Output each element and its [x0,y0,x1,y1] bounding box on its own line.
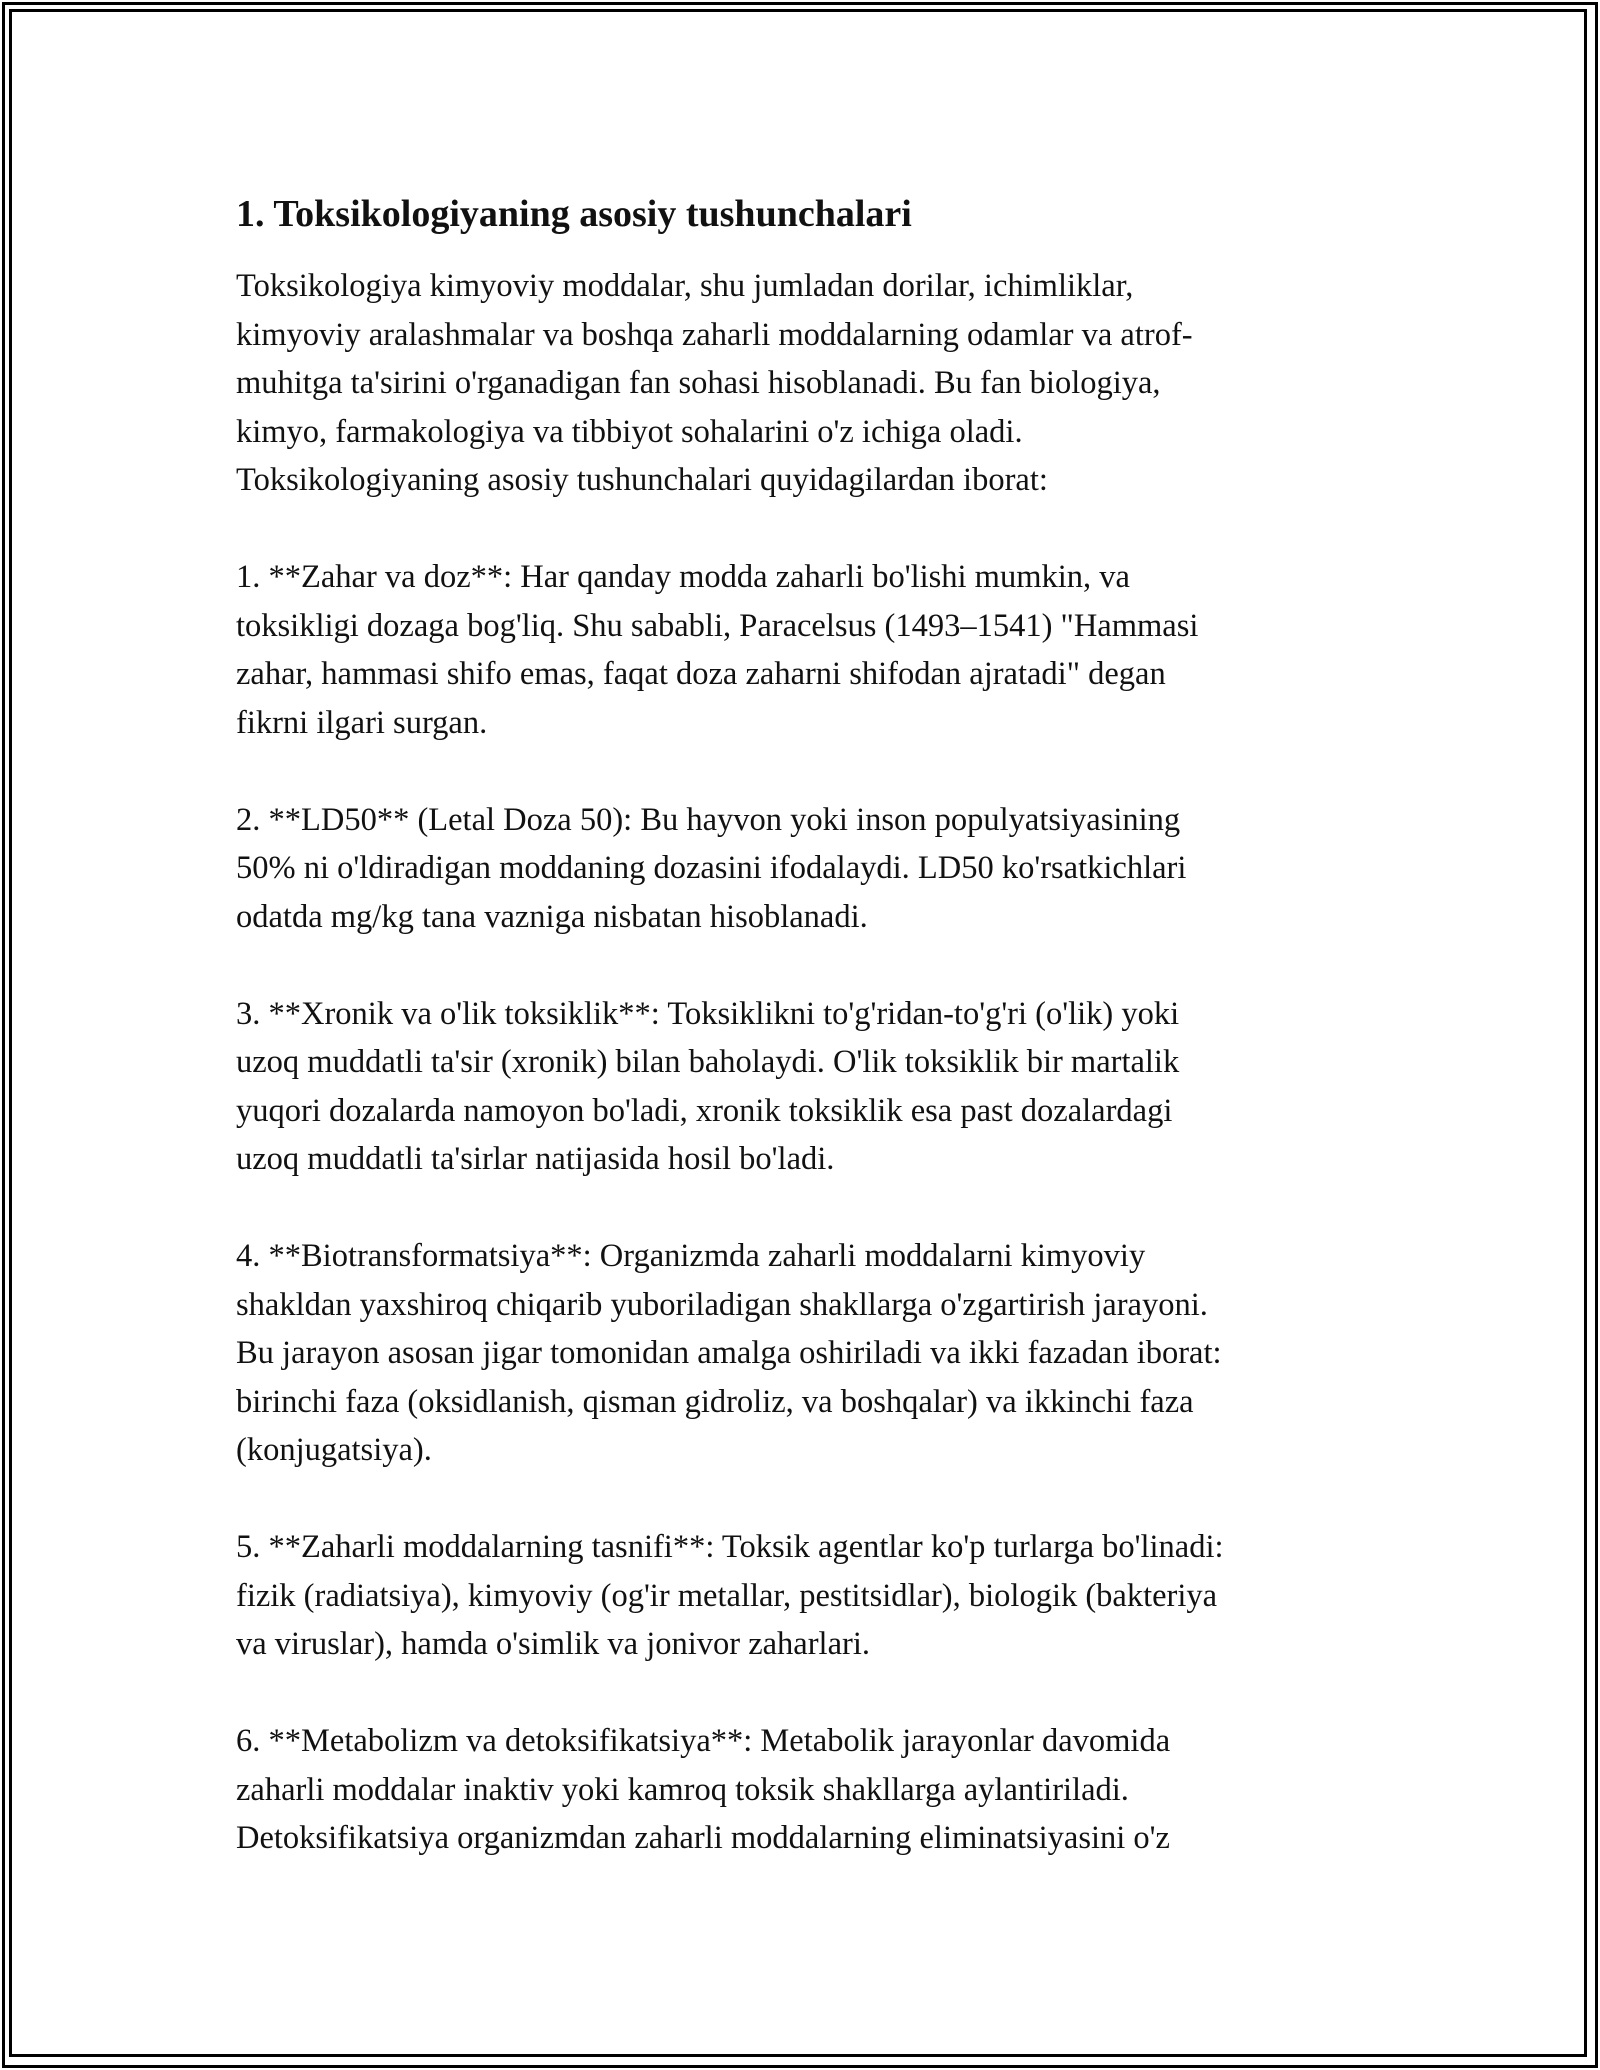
text-line: kimyoviy aralashmalar va boshqa zaharli moddalarning odamlar va atrof- [236,316,1193,353]
list-item-ld50 [236,796,1366,942]
text-line: muhitga ta'sirini o'rganadigan fan sohasi hisoblanadi. Bu fan biologiya, [236,365,1161,401]
text-line: zahar, hammasi shifo emas, faqat doza zaharni shifodan ajratadi" degan [236,656,1166,692]
text-line: toksikligi dozaga bog'liq. Shu sababli, Paracelsus (1493–1541) "Hammasi [236,607,1199,644]
text-line: 5. **Zaharli moddalarning tasnifi**: Toksik agentlar ko'p turlarga bo'linadi: [236,1529,1224,1565]
text-line: (konjugatsiya). [236,1432,432,1468]
text-line: va viruslar), hamda o'simlik va jonivor zaharlari. [236,1626,870,1662]
document-body [236,186,1366,1911]
text-line: 4. **Biotransformatsiya**: Organizmda zaharli moddalarni kimyoviy [236,1238,1146,1274]
text-line: Bu jarayon asosan jigar tomonidan amalga oshiriladi va ikki fazadan iborat: [236,1335,1222,1371]
text-line: Toksikologiyaning asosiy tushunchalari quyidagilardan iborat: [236,462,1048,498]
text-line: odatda mg/kg tana vazniga nisbatan hisoblanadi. [236,898,868,935]
text-line: Toksikologiya kimyoviy moddalar, shu jumladan dorilar, ichimliklar, [236,268,1134,304]
text-line: zaharli moddalar inaktiv yoki kamroq toksik shakllarga aylantiriladi. [236,1771,1129,1808]
text-line: 6. **Metabolizm va detoksifikatsiya**: Metabolik jarayonlar davomida [236,1723,1171,1759]
text-line: uzoq muddatli ta'sirlar natijasida hosil bo'ladi. [236,1141,835,1177]
text-line: 3. **Xronik va o'lik toksiklik**: Toksiklikni to'g'ridan-to'g'ri (o'lik) yoki [236,995,1180,1032]
list-item-biotransformatsiya [236,1232,1366,1475]
text-line: shakldan yaxshiroq chiqarib yuboriladigan shakllarga o'zgartirish jarayoni. [236,1286,1208,1323]
list-item-metabolizm [236,1717,1366,1863]
text-line: yuqori dozalarda namoyon bo'ladi, xronik toksiklik esa past dozalardagi [236,1092,1173,1129]
list-item-xronik-toksiklik [236,990,1366,1184]
text-line: fizik (radiatsiya), kimyoviy (og'ir metallar, pestitsidlar), biologik (bakteriya [236,1577,1218,1614]
text-line: kimyo, farmakologiya va tibbiyot sohalarini o'z ichiga oladi. [236,413,1023,450]
section-heading: 1. Toksikologiyaning asosiy tushunchalari [236,193,912,235]
text-line: 1. **Zahar va doz**: Har qanday modda zaharli bo'lishi mumkin, va [236,559,1130,595]
intro-paragraph [236,262,1366,505]
text-line: uzoq muddatli ta'sir (xronik) bilan baholaydi. O'lik toksiklik bir martalik [236,1044,1180,1080]
text-line: Detoksifikatsiya organizmdan zaharli moddalarning eliminatsiyasini o'z [236,1820,1170,1856]
text-line: fikrni ilgari surgan. [236,704,488,741]
text-line: 2. **LD50** (Letal Doza 50): Bu hayvon yoki inson populyatsiyasining [236,801,1181,838]
list-item-zahar-va-doz [236,553,1366,747]
list-item-tasnif [236,1523,1366,1669]
text-line: 50% ni o'ldiradigan moddaning dozasini ifodalaydi. LD50 ko'rsatkichlari [236,850,1187,886]
text-line: birinchi faza (oksidlanish, qisman gidroliz, va boshqalar) va ikkinchi faza [236,1383,1194,1420]
